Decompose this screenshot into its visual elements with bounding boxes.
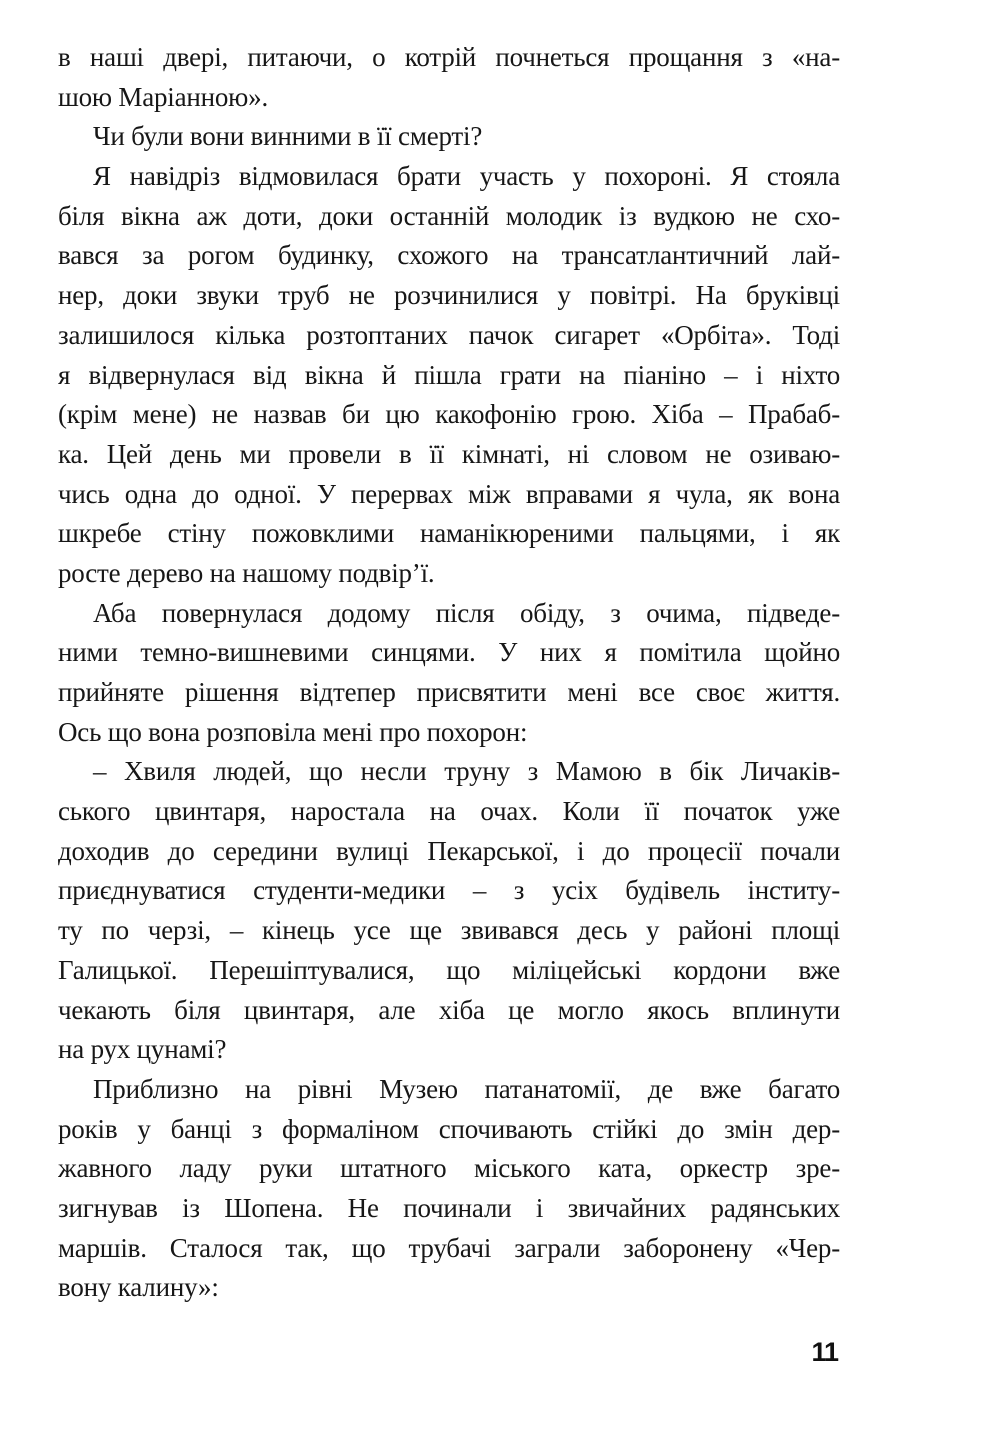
text-line: ту по черзі, – кінець усе ще звивався десь у районі площі (58, 915, 840, 946)
paragraph (58, 157, 840, 594)
text-line: Чи були вони винними в її смерті? (93, 121, 483, 152)
text-line: ними темно-вишневими синцями. У них я помітила щойно (58, 637, 840, 668)
text-line: маршів. Сталося так, що трубачі заграли заборонену «Чер- (58, 1232, 840, 1263)
text-line: – Хвиля людей, що несли труну з Мамою в бік Личаків- (93, 756, 840, 787)
text-line: шою Маріанною». (58, 81, 269, 112)
text-line: прийняте рішення відтепер присвятити мені все своє життя. (58, 677, 840, 707)
text-line: ка. Цей день ми провели в її кімнаті, ні словом не озиваю- (58, 438, 840, 469)
text-line: (крім мене) не назвав би цю какофонію грою. Хіба – Прабаб- (58, 399, 840, 430)
page-number: 11 (811, 1337, 838, 1367)
text-line: жавного ладу руки штатного міського ката, оркестр зре- (58, 1153, 840, 1184)
text-line: Аба повернулася додому після обіду, з очима, підведе- (93, 597, 840, 628)
text-line: залишилося кілька розтоптаних пачок сигарет «Орбіта». Тоді (58, 319, 840, 350)
paragraph (58, 752, 840, 1070)
text-line: ського цвинтаря, наростала на очах. Коли її початок уже (58, 796, 840, 827)
paragraph (58, 117, 840, 157)
text-line: вався за рогом будинку, схожого на трансатлантичний лай- (58, 240, 840, 271)
text-line: вону калину»: (58, 1272, 219, 1303)
text-line: чись одна до одної. У перервах між вправами я чула, як вона (58, 478, 840, 509)
text-line: Галицької. Перешіптувалися, що міліцейські кордони вже (58, 954, 840, 985)
text-line: шкребе стіну пожовклими наманікюреними пальцями, і як (58, 518, 840, 549)
text-line: в наші двері, питаючи, о котрій почнеться прощання з «на- (58, 42, 840, 72)
text-line: я відвернулася від вікна й пішла грати на піаніно – і ніхто (58, 359, 840, 390)
text-line: Я навідріз відмовилася брати участь у похороні. Я стояла (93, 161, 840, 192)
paragraph (58, 1070, 840, 1308)
paragraph (58, 594, 840, 753)
text-line: зигнував із Шопена. Не починали і звичайних радянських (58, 1192, 840, 1223)
text-line: доходив до середини вулиці Пекарської, і до процесії почали (58, 835, 840, 866)
text-line: років у банці з формаліном спочивають стійкі до змін дер- (58, 1113, 840, 1144)
paragraph (58, 38, 840, 117)
text-line: нер, доки звуки труб не розчинилися у повітрі. На бруківці (58, 280, 840, 311)
text-line: приєднуватися студенти-медики – з усіх будівель інститу- (58, 875, 840, 906)
text-line: росте дерево на нашому подвір’ї. (58, 557, 435, 588)
text-line: біля вікна аж доти, доки останній молодик із вудкою не схо- (58, 200, 840, 231)
text-line: Приблизно на рівні Музею патанатомії, де вже багато (93, 1073, 840, 1104)
body-text-block (58, 38, 840, 1308)
text-line: чекають біля цвинтаря, але хіба це могло якось вплинути (58, 994, 840, 1025)
text-line: Ось що вона розповіла мені про похорон: (58, 716, 528, 747)
text-line: на рух цунамі? (58, 1034, 227, 1065)
